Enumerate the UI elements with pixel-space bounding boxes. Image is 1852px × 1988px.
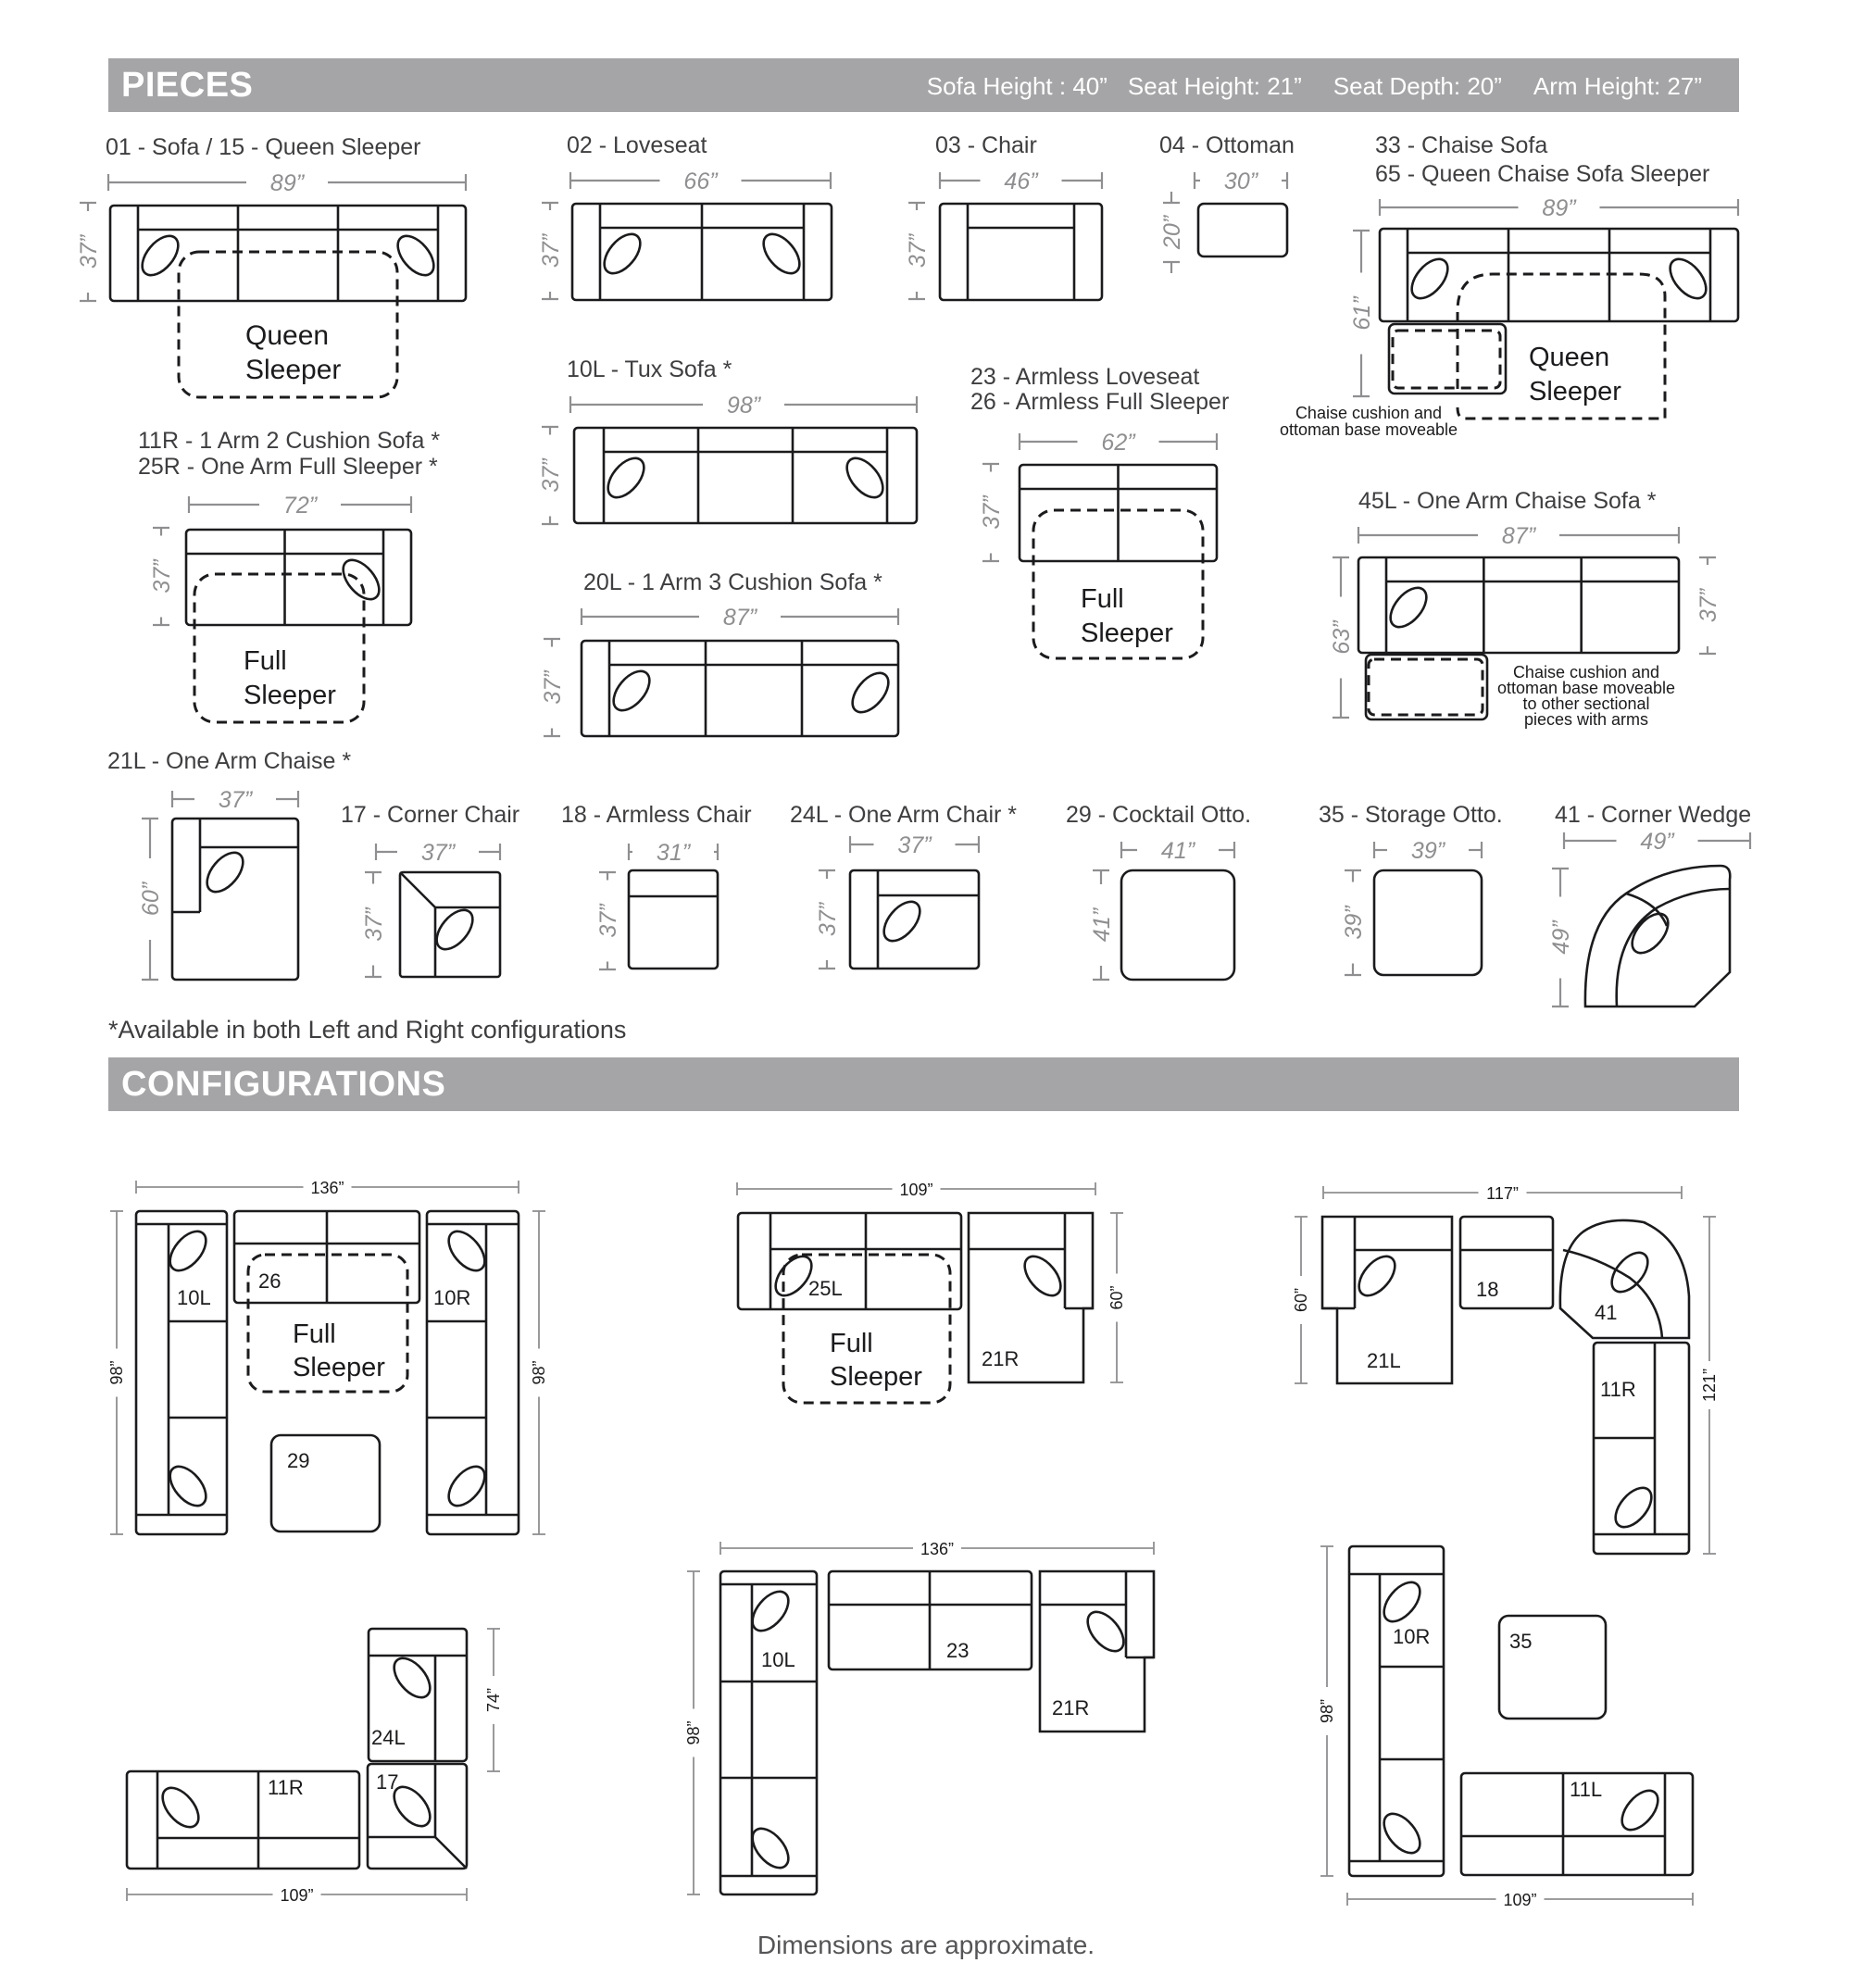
dim-17-depth-label: 37” xyxy=(361,907,387,942)
piece-label-41: 41 - Corner Wedge xyxy=(1555,802,1752,828)
dim-20l-width-label: 87” xyxy=(722,605,757,631)
c4-dim-depth-label: 74” xyxy=(484,1687,503,1713)
piece-01-sleeper-text-line-2: Sleeper xyxy=(245,355,342,385)
dim-20l-depth-label: 37” xyxy=(540,670,566,705)
c2-dim-width-label: 109” xyxy=(899,1181,933,1199)
dim-17-width-label: 37” xyxy=(420,840,456,866)
pieces-title: PIECES xyxy=(121,66,254,105)
c4-24l-pillow xyxy=(387,1652,437,1704)
piece-label-65: 65 - Queen Chaise Sofa Sleeper xyxy=(1375,161,1710,187)
piece-20l-pillow-extra xyxy=(845,667,895,719)
dim-10l-depth-label: 37” xyxy=(538,458,564,493)
piece-label-01: 01 - Sofa / 15 - Queen Sleeper xyxy=(106,134,421,160)
dim-21l-depth-label: 60” xyxy=(138,881,164,917)
piece-45l-frame xyxy=(1358,557,1679,653)
piece-45l-note-line-4: pieces with arms xyxy=(1523,710,1649,729)
piece-23-sleeper-text-line-2: Sleeper xyxy=(1081,619,1173,648)
dim-35-depth-label: 39” xyxy=(1341,906,1367,940)
piece-20l-frame xyxy=(582,641,898,736)
c6-10r-frame xyxy=(1349,1546,1444,1876)
c2-21r-pillow xyxy=(1018,1250,1068,1302)
dim-23-width-label: 62” xyxy=(1101,430,1135,456)
piece-label-04: 04 - Ottoman xyxy=(1159,132,1295,158)
c1-10r-frame xyxy=(427,1211,519,1534)
dim-11r-depth-label: 37” xyxy=(149,559,175,594)
c5-21r-pillow xyxy=(1081,1606,1131,1657)
piece-45l-chaise-ottoman xyxy=(1366,655,1487,719)
c5-dim-depth-label: 98” xyxy=(684,1720,703,1745)
piece-45l-note-line-3: to other sectional xyxy=(1522,694,1650,713)
piece-11r-sleeper-text-line-1: Full xyxy=(244,646,287,676)
c4-11r-frame xyxy=(127,1771,359,1869)
c6-label-10r: 10R xyxy=(1393,1625,1431,1648)
piece-02-pillow-right xyxy=(757,228,807,280)
c3-label-41: 41 xyxy=(1595,1301,1618,1324)
piece-02-pillow-left xyxy=(597,228,647,280)
piece-04-frame xyxy=(1198,204,1287,256)
c3-dim-depth-label: 60” xyxy=(1292,1287,1310,1313)
arm-height: Arm Height: 27” xyxy=(1533,72,1702,100)
piece-23-sleeper-text-line-1: Full xyxy=(1081,584,1124,614)
c1-label-10l: 10L xyxy=(177,1286,211,1309)
c1-label-10r: 10R xyxy=(433,1286,471,1309)
piece-35-frame xyxy=(1374,870,1482,975)
c2-label-21r: 21R xyxy=(982,1347,1020,1370)
c1-dim-depth-left-label: 98” xyxy=(107,1360,126,1385)
piece-10l-pillow-left xyxy=(601,452,651,504)
dim-04-depth-label: 20” xyxy=(1159,215,1185,250)
c2-25l-sleeper-text-line-1: Full xyxy=(830,1329,873,1358)
piece-17-diag xyxy=(400,872,435,907)
dim-01-depth-label: 37” xyxy=(76,234,102,269)
available-note: *Available in both Left and Right configurations xyxy=(108,1016,627,1044)
c1-10l-frame xyxy=(136,1211,227,1534)
c4-dim-width-label: 109” xyxy=(280,1886,314,1905)
c6-label-11l: 11L xyxy=(1570,1778,1603,1801)
dim-02-depth-label: 37” xyxy=(538,233,564,269)
dim-10l-width-label: 98” xyxy=(726,393,761,419)
piece-11r-sleeper-text-line-2: Sleeper xyxy=(244,681,336,710)
piece-33-note-line-1: Chaise cushion and xyxy=(1295,404,1443,422)
c3-18-frame xyxy=(1460,1217,1553,1308)
piece-29-frame xyxy=(1121,870,1234,980)
c1-10r-pillow-top xyxy=(442,1225,492,1277)
piece-10l-pillow-right xyxy=(840,452,890,504)
c1-label-29: 29 xyxy=(287,1449,310,1472)
piece-label-21l: 21L - One Arm Chaise * xyxy=(107,748,352,774)
piece-label-35: 35 - Storage Otto. xyxy=(1319,802,1503,828)
dim-03-width-label: 46” xyxy=(1004,169,1038,194)
c3-label-18: 18 xyxy=(1476,1278,1499,1301)
c3-21l-pillow xyxy=(1352,1250,1402,1302)
piece-11r-pillow-right xyxy=(336,554,386,606)
dim-23-depth-label: 37” xyxy=(979,495,1005,530)
seat-height: Seat Height: 21” xyxy=(1127,72,1302,100)
piece-label-18: 18 - Armless Chair xyxy=(561,802,752,828)
piece-33-chaise-ottoman xyxy=(1389,324,1506,394)
dim-01-width-label: 89” xyxy=(269,170,305,196)
c1-26-sleeper-text-line-1: Full xyxy=(293,1319,336,1349)
c1-10l-pillow-bottom xyxy=(163,1460,213,1512)
c1-dim-width-label: 136” xyxy=(310,1179,344,1197)
c4-11r-pillow xyxy=(156,1782,206,1833)
piece-label-11r: 11R - 1 Arm 2 Cushion Sofa * xyxy=(138,428,441,454)
dim-24l-depth-label: 37” xyxy=(815,902,841,937)
piece-33-note-line-2: ottoman base moveable xyxy=(1279,420,1458,439)
c6-10r-pillow-top xyxy=(1377,1576,1427,1628)
c6-dim-depth-label: 98” xyxy=(1318,1698,1336,1724)
piece-label-45l: 45L - One Arm Chaise Sofa * xyxy=(1358,488,1657,514)
c3-dim-depth2-label: 121” xyxy=(1700,1368,1719,1403)
seat-depth: Seat Depth: 20” xyxy=(1333,72,1502,100)
piece-01-sleeper-text-line-1: Queen xyxy=(245,320,330,351)
dim-41-width-label: 49” xyxy=(1640,829,1674,855)
piece-label-20l: 20L - 1 Arm 3 Cushion Sofa * xyxy=(583,569,882,595)
c3-11r-pillow xyxy=(1608,1482,1658,1533)
c2-25l-sleeper-text-line-2: Sleeper xyxy=(830,1362,922,1392)
c3-11r-frame xyxy=(1594,1343,1689,1554)
piece-41-frame xyxy=(1585,866,1730,1007)
dim-24l-width-label: 37” xyxy=(897,832,932,858)
dim-33-width-label: 89” xyxy=(1542,195,1576,221)
piece-24l-pillow xyxy=(877,895,927,947)
piece-label-23: 23 - Armless Loveseat xyxy=(970,364,1200,390)
piece-11r-frame xyxy=(186,530,411,625)
piece-33-sleeper-text-line-1: Queen xyxy=(1529,343,1610,372)
piece-label-26: 26 - Armless Full Sleeper xyxy=(970,389,1230,415)
c1-dim-depth-right-label: 98” xyxy=(530,1360,548,1385)
c3-41-pillow xyxy=(1605,1246,1655,1298)
piece-01-pillow-right xyxy=(391,230,441,281)
dim-41-depth-label: 49” xyxy=(1548,920,1574,955)
c5-label-10l: 10L xyxy=(761,1648,795,1671)
piece-label-29: 29 - Cocktail Otto. xyxy=(1066,802,1252,828)
piece-label-10l: 10L - Tux Sofa * xyxy=(567,356,732,382)
c1-26-sleeper-text-line-2: Sleeper xyxy=(293,1353,385,1382)
sofa-height: Sofa Height : 40” xyxy=(926,72,1107,100)
dim-03-depth-label: 37” xyxy=(905,233,931,269)
c1-10r-pillow-bottom xyxy=(442,1460,492,1512)
piece-45l-chaise-cushion xyxy=(1369,659,1483,715)
dim-33-depth-label: 61” xyxy=(1349,296,1375,331)
c6-dim-width-label: 109” xyxy=(1503,1891,1537,1909)
piece-24l-frame xyxy=(850,870,979,969)
piece-label-25r: 25R - One Arm Full Sleeper * xyxy=(138,454,438,480)
dim-29-width-label: 41” xyxy=(1160,838,1195,864)
piece-label-33: 33 - Chaise Sofa xyxy=(1375,132,1548,158)
c5-label-21r: 21R xyxy=(1052,1696,1090,1719)
c3-label-21l: 21L xyxy=(1367,1349,1401,1372)
dim-11r-width-label: 72” xyxy=(282,493,318,519)
piece-33-chaise-cushion xyxy=(1393,331,1500,388)
piece-label-24l: 24L - One Arm Chair * xyxy=(790,802,1018,828)
c6-11l-pillow xyxy=(1615,1784,1665,1836)
piece-17-pillow xyxy=(430,904,480,956)
piece-45l-pillow-left xyxy=(1383,581,1433,633)
piece-21l-pillow xyxy=(200,846,250,898)
piece-label-02: 02 - Loveseat xyxy=(567,132,707,158)
c4-17-diag xyxy=(435,1837,467,1869)
c4-label-24l: 24L xyxy=(371,1726,406,1749)
piece-10l-frame xyxy=(574,428,917,523)
dim-45l-depth-label: 63” xyxy=(1329,620,1355,655)
dim-45l-width-label: 87” xyxy=(1501,523,1536,549)
dim-35-width-label: 39” xyxy=(1410,838,1445,864)
piece-33-pillow-right xyxy=(1663,253,1713,305)
dim-18-width-label: 31” xyxy=(656,840,691,866)
dim-29-depth-label: 41” xyxy=(1089,907,1115,943)
piece-label-03: 03 - Chair xyxy=(935,132,1037,158)
c3-dim-width-label: 117” xyxy=(1486,1184,1519,1203)
approximate-note: Dimensions are approximate. xyxy=(757,1931,1095,1959)
dim-04-width-label: 30” xyxy=(1223,169,1258,194)
piece-18-frame xyxy=(629,870,718,969)
c2-dim-depth-label: 60” xyxy=(1107,1285,1126,1310)
c6-10r-pillow-bottom xyxy=(1377,1807,1427,1859)
c5-10l-frame xyxy=(720,1571,817,1894)
piece-33-sleeper-text-line-2: Sleeper xyxy=(1529,377,1621,406)
piece-45l-note-line-1: Chaise cushion and xyxy=(1512,663,1660,681)
piece-33-pillow-left xyxy=(1405,253,1455,305)
piece-20l-pillow-left xyxy=(607,665,657,717)
configurations-title: CONFIGURATIONS xyxy=(121,1065,446,1104)
piece-03-frame xyxy=(940,204,1102,300)
c3-41-frame xyxy=(1560,1220,1689,1338)
c1-label-26: 26 xyxy=(258,1269,282,1293)
piece-41-arm-seam xyxy=(1626,894,1667,926)
c4-label-17: 17 xyxy=(376,1770,399,1794)
c5-dim-width-label: 136” xyxy=(920,1540,955,1558)
c5-label-23: 23 xyxy=(946,1639,970,1662)
c1-10l-pillow-top xyxy=(163,1225,213,1277)
c6-label-35: 35 xyxy=(1509,1630,1533,1653)
piece-label-17: 17 - Corner Chair xyxy=(341,802,520,828)
dim-21l-width-label: 37” xyxy=(218,787,253,813)
c4-label-11r: 11R xyxy=(268,1776,304,1799)
dim-45l-depth2-label: 37” xyxy=(1696,588,1721,623)
piece-21l-frame xyxy=(172,819,298,980)
piece-45l-note-line-2: ottoman base moveable xyxy=(1496,679,1676,697)
c2-label-25l: 25L xyxy=(808,1277,843,1300)
c3-label-11r: 11R xyxy=(1600,1378,1636,1401)
dim-02-width-label: 66” xyxy=(683,169,718,194)
dim-18-depth-label: 37” xyxy=(595,904,621,938)
